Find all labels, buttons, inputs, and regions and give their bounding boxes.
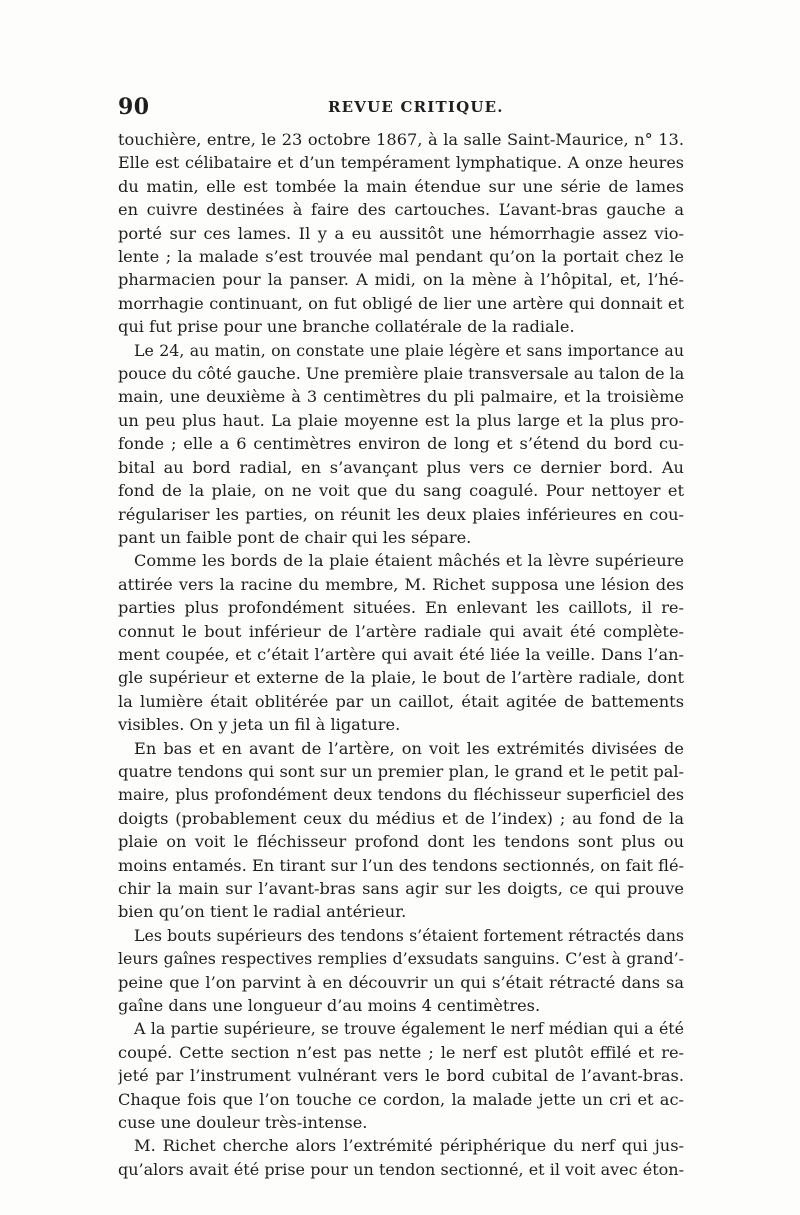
text-line: pant un faible pont de chair qui les sépare. [118, 527, 472, 547]
text-line: A la partie supérieure, se trouve également le nerf médian qui a été [134, 1019, 684, 1039]
text-line: morrhagie continuant, on fut obligé de lier une artère qui donnait et [118, 293, 684, 313]
text-line: un peu plus haut. La plaie moyenne est la plus large et la plus pro- [118, 410, 684, 430]
text-line: coupé. Cette section n’est pas nette ; le nerf est plutôt effilé et re- [118, 1042, 684, 1062]
text-line: bien qu’on tient le radial antérieur. [118, 902, 407, 922]
text-line: Elle est célibataire et d’un tempérament lymphatique. A onze heures [118, 153, 684, 173]
text-line: quatre tendons qui sont sur un premier plan, le grand et le petit pal- [118, 761, 684, 781]
text-line: touchière, entre, le 23 octobre 1867, à la salle Saint-Maurice, n° 13. [118, 130, 684, 149]
page-number: 90 [118, 94, 150, 120]
text-line: Le 24, au matin, on constate une plaie légère et sans importance au [134, 340, 684, 360]
text-line: main, une deuxième à 3 centimètres du pli palmaire, et la troisième [118, 387, 684, 407]
text-line: gle supérieur et externe de la plaie, le bout de l’artère radiale, dont [118, 668, 684, 688]
text-line: plaie on voit le fléchisseur profond dont les tendons sont plus ou [118, 832, 684, 852]
text-line: du matin, elle est tombée la main étendue sur une série de lames [118, 176, 684, 196]
text-line: connut le bout inférieur de l’artère radiale qui avait été complète- [118, 621, 684, 641]
text-line: qu’alors avait été prise pour un tendon sectionné, et il voit avec éton- [118, 1159, 684, 1179]
text-line: M. Richet cherche alors l’extrémité périphérique du nerf qui jus- [134, 1136, 684, 1156]
text-line: jeté par l’instrument vulnérant vers le bord cubital de l’avant-bras. [118, 1066, 684, 1086]
text-line: ment coupée, et c’était l’artère qui avait été liée la veille. Dans l’an- [118, 644, 684, 664]
text-line: lente ; la malade s’est trouvée mal pendant qu’on la portait chez le [118, 247, 684, 267]
text-line: maire, plus profondément deux tendons du fléchisseur superficiel des [118, 785, 684, 805]
text-line: fond de la plaie, on ne voit que du sang coagulé. Pour nettoyer et [118, 481, 684, 501]
text-line: gaîne dans une longueur d’au moins 4 centimètres. [118, 996, 541, 1016]
text-line: Les bouts supérieurs des tendons s’étaient fortement rétractés dans [134, 925, 684, 945]
text-line: chir la main sur l’avant-bras sans agir sur les doigts, ce qui prouve [118, 879, 684, 898]
text-line: bital au bord radial, en s’avançant plus vers ce dernier bord. Au [118, 457, 684, 477]
body-text [118, 128, 684, 1181]
running-title: REVUE CRITIQUE. [328, 98, 504, 116]
text-line: en cuivre destinées à faire des cartouches. L’avant-bras gauche a [118, 200, 684, 220]
text-line: parties plus profondément situées. En enlevant les caillots, il re- [118, 598, 684, 618]
text-line: leurs gaînes respectives remplies d’exsudats sanguins. C’est à grand’- [118, 949, 684, 969]
text-line: Comme les bords de la plaie étaient mâchés et la lèvre supérieure [134, 551, 684, 571]
text-line: fonde ; elle a 6 centimètres environ de long et s’étend du bord cu- [118, 434, 684, 454]
page-header [118, 94, 684, 124]
text-line: visibles. On y jeta un fil à ligature. [118, 715, 401, 735]
text-line: peine que l’on parvint à en découvrir un qui s’était rétracté dans sa [118, 972, 684, 992]
text-line: moins entamés. En tirant sur l’un des tendons sectionnés, on fait flé- [118, 855, 684, 875]
text-line: En bas et en avant de l’artère, on voit les extrémités divisées de [134, 738, 684, 758]
text-line: la lumière était oblitérée par un caillot, était agitée de battements [118, 691, 684, 711]
text-line: Chaque fois que l’on touche ce cordon, la malade jette un cri et ac- [118, 1089, 684, 1109]
text-line: qui fut prise pour une branche collatérale de la radiale. [118, 317, 575, 337]
text-line: régulariser les parties, on réunit les deux plaies inférieures en cou- [118, 504, 684, 524]
text-line: doigts (probablement ceux du médius et de l’index) ; au fond de la [118, 808, 684, 828]
text-line: pharmacien pour la panser. A midi, on la mène à l’hôpital, et, l’hé- [118, 270, 684, 290]
text-line: pouce du côté gauche. Une première plaie transversale au talon de la [118, 364, 684, 384]
text-line: cuse une douleur très-intense. [118, 1113, 368, 1133]
text-line: porté sur ces lames. Il y a eu aussitôt une hémorrhagie assez vio- [118, 223, 684, 243]
text-line: attirée vers la racine du membre, M. Richet supposa une lésion des [118, 574, 684, 594]
